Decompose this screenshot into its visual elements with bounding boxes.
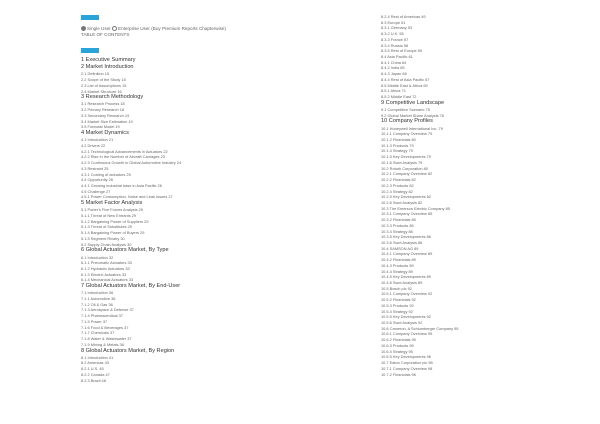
toc-entry[interactable]: 8.5 Middle East & Africa 69 xyxy=(381,82,428,88)
toc-entry[interactable]: 10.3 The Emerson Electric Company 85 xyxy=(381,205,450,211)
toc-entry[interactable]: 6.1.4 Mechanical Actuators 33 xyxy=(81,277,134,283)
toc-entry[interactable]: 7.1.6 Food & Beverages 37 xyxy=(81,324,129,330)
toc-chapter-heading[interactable]: 7 Global Actuators Market, By End-User xyxy=(81,283,181,290)
toc-entry[interactable]: 8.2.3 Brazil 48 xyxy=(81,377,106,383)
toc-entry[interactable]: 4.2 Drivers 22 xyxy=(81,142,106,148)
toc-entry[interactable]: 4.4 Opportunity 26 xyxy=(81,177,114,183)
toc-entry[interactable]: 6.1.2 Hydraulic Actuators 33 xyxy=(81,265,130,271)
toc-entry[interactable]: 8.3.1 Germany 53 xyxy=(381,25,413,31)
toc-entry[interactable]: 8.2.1 U.S. 45 xyxy=(81,366,104,372)
toc-left-column xyxy=(81,57,181,383)
toc-entry[interactable]: 10.7.2 Financials 98 xyxy=(381,371,416,377)
toc-entry[interactable]: 10.5.6 Swot Analysis 92 xyxy=(381,320,423,326)
toc-right-column xyxy=(381,14,458,377)
toc-entry[interactable]: 2.3 List of Assumptions 15 xyxy=(81,82,127,88)
toc-entry[interactable]: 6.1.1 Pneumatic Actuators 33 xyxy=(81,260,132,266)
toc-entry[interactable]: 10.3.1 Company Overview 85 xyxy=(381,211,433,217)
toc-entry[interactable]: 4.3.1 Costing of actuators 25 xyxy=(81,171,131,177)
toc-entry[interactable]: 3.1 Research Process 18 xyxy=(81,101,125,107)
toc-entry[interactable]: 8.3.4 Russia 58 xyxy=(381,42,409,48)
toc-entry[interactable]: 10.6.3 Products 95 xyxy=(381,342,414,348)
toc-entry[interactable]: 4.4.1 Growing industrial base in Asia Pacific 26 xyxy=(81,182,162,188)
toc-chapter-heading[interactable]: 9 Competitive Landscape xyxy=(381,99,445,106)
toc-entry[interactable]: 8.4 Asia Pacific 61 xyxy=(381,54,413,60)
toc-entry[interactable]: 10.6 Cameron, A Schlumberger Company 95 xyxy=(381,325,459,331)
single-user-radio[interactable] xyxy=(81,26,86,31)
toc-entry[interactable]: 10.3.3 Products 85 xyxy=(381,222,414,228)
toc-entry[interactable]: 10.3.4 Strategy 86 xyxy=(381,228,413,234)
toc-entry[interactable]: 10.2.2 Financials 82 xyxy=(381,177,416,183)
toc-entry[interactable]: 7.1.8 Water & Wastewater 37 xyxy=(81,336,132,342)
toc-entry[interactable]: 7.1.5 Power 37 xyxy=(81,318,108,324)
toc-entry[interactable]: 10.4.5 Key Developments 89 xyxy=(381,274,431,280)
toc-entry[interactable]: 6.1 Introduction 32 xyxy=(81,254,114,260)
toc-entry[interactable]: 8.5.1 Africa 71 xyxy=(381,88,406,94)
toc-entry[interactable]: 2.2 Scope of the Study 15 xyxy=(81,77,126,83)
toc-entry[interactable]: 10.2.1 Company Overview 82 xyxy=(381,171,433,177)
toc-entry[interactable]: 10.2.5 Key Developments 82 xyxy=(381,194,431,200)
toc-entry[interactable]: 8.4.2 India 65 xyxy=(381,65,405,71)
toc-entry[interactable]: 10.2.3 Products 82 xyxy=(381,182,414,188)
toc-entry[interactable]: 10.6.2 Financials 95 xyxy=(381,337,416,343)
toc-chapter-heading[interactable]: 2 Market Introduction xyxy=(81,64,134,71)
section-marker-top xyxy=(81,15,99,20)
toc-entry[interactable]: 8.3.2 U.K. 55 xyxy=(381,31,404,37)
toc-entry[interactable]: 10.2.6 Swot Analysis 82 xyxy=(381,199,423,205)
toc-entry[interactable]: 8.3.3 France 57 xyxy=(381,36,409,42)
toc-chapter-heading[interactable]: 10 Company Profiles xyxy=(381,118,433,125)
toc-entry[interactable]: 4.2.3 Continuous Growth in Global Automotive Industry 24 xyxy=(81,160,182,166)
toc-entry[interactable]: 5.1.5 Segment Rivalry 30 xyxy=(81,235,125,241)
toc-entry[interactable]: 10.7 Eaton Corporation plc 98 xyxy=(381,360,433,366)
toc-entry[interactable]: 3.4 Market Size Estimation 19 xyxy=(81,118,133,124)
toc-entry[interactable]: 5.2 Supply Chain Analysis 30 xyxy=(81,241,132,247)
toc-entry[interactable]: 10.5.4 Strategy 92 xyxy=(381,308,413,314)
toc-entry[interactable]: 4.2.2 Rise in the Number of Aircraft Carriages 23 xyxy=(81,154,165,160)
toc-entry[interactable]: 10.5 Bosch plc 92 xyxy=(381,285,412,291)
toc-entry[interactable]: 10.5.1 Company Overview 92 xyxy=(381,291,433,297)
toc-entry[interactable]: 8.3 Europe 51 xyxy=(381,19,406,25)
toc-entry[interactable]: 8.3.5 Rest of Europe 59 xyxy=(381,48,423,54)
toc-entry[interactable]: 8.4.4 Rest of Asia Pacific 67 xyxy=(381,76,430,82)
toc-entry[interactable]: 4.5 Challenge 27 xyxy=(81,188,111,194)
toc-entry[interactable]: 4.1 Introduction 21 xyxy=(81,137,114,143)
toc-entry[interactable]: 4.5.1 Power Consumption, Noise and Leak Issues 27 xyxy=(81,194,173,200)
toc-entry[interactable]: 10.3.2 Financials 85 xyxy=(381,217,416,223)
enterprise-user-label: Enterprise User (Buy Premium Reports Chapterwise) xyxy=(118,26,227,31)
toc-title: TABLE OF CONTENTS xyxy=(81,32,130,37)
single-user-label: Single User xyxy=(87,26,111,31)
toc-entry[interactable]: 5.1.4 Bargaining Power of Buyers 29 xyxy=(81,230,145,236)
toc-entry[interactable]: 10.2 Rotork Corporation 80 xyxy=(381,165,428,171)
toc-entry[interactable]: 10.2.4 Strategy 82 xyxy=(381,188,413,194)
toc-chapter-heading[interactable]: 8 Global Actuators Market, By Region xyxy=(81,347,175,354)
toc-entry[interactable]: 8.4.1 China 64 xyxy=(381,59,407,65)
toc-entry[interactable]: 10.5.2 Financials 92 xyxy=(381,297,416,303)
toc-entry[interactable]: 10.6.5 Key Developments 96 xyxy=(381,354,431,360)
toc-entry[interactable]: 2.4 Market Structure 16 xyxy=(81,88,122,94)
toc-entry[interactable]: 10.4.3 Products 89 xyxy=(381,262,414,268)
toc-entry[interactable]: 10.7.1 Company Overview 98 xyxy=(381,365,433,371)
toc-entry[interactable]: 10.1.2 Financials 80 xyxy=(381,137,416,143)
toc-entry[interactable]: 10.1 Honeywell International Inc. 79 xyxy=(381,125,443,131)
enterprise-user-radio[interactable] xyxy=(112,26,117,31)
toc-entry[interactable]: 10.1.1 Company Overview 79 xyxy=(381,131,433,137)
toc-entry[interactable]: 10.4.4 Strategy 89 xyxy=(381,268,413,274)
toc-chapter-heading[interactable]: 1 Executive Summary xyxy=(81,57,136,63)
toc-entry[interactable]: 8.2.2 Canada 47 xyxy=(81,371,110,377)
toc-entry[interactable]: 7.1.2 Oil & Gas 36 xyxy=(81,301,113,307)
toc-entry[interactable]: 10.3.6 Swot Analysis 86 xyxy=(381,239,423,245)
toc-entry[interactable]: 5.1.2 Bargaining Power of Suppliers 29 xyxy=(81,218,149,224)
toc-entry[interactable]: 8.4.3 Japan 66 xyxy=(381,71,407,77)
toc-entry[interactable]: 7.1.3 Aerospace & Defense 37 xyxy=(81,307,134,313)
toc-entry[interactable]: 2.1 Definition 15 xyxy=(81,71,110,77)
toc-entry[interactable]: 10.5.3 Products 92 xyxy=(381,302,414,308)
toc-entry[interactable]: 7.1.7 Chemicals 37 xyxy=(81,330,115,336)
toc-entry[interactable]: 7.1.4 Pharmaceutical 37 xyxy=(81,313,123,319)
toc-chapter-heading[interactable]: 4 Market Dynamics xyxy=(81,130,129,137)
toc-entry[interactable]: 8.5.2 Middle East 72 xyxy=(381,94,417,100)
toc-entry[interactable]: 5.1.1 Threat of New Entrants 29 xyxy=(81,213,137,219)
toc-entry[interactable]: 3.5 Forecast Model 19 xyxy=(81,124,120,130)
toc-entry[interactable]: 4.3 Restraint 25 xyxy=(81,165,109,171)
toc-entry[interactable]: 10.4.6 Swot Analysis 89 xyxy=(381,280,423,285)
toc-entry[interactable]: 10.3.5 Key Developments 86 xyxy=(381,234,431,240)
toc-entry[interactable]: 8.2.4 Rest of Americas 49 xyxy=(381,14,426,19)
toc-entry[interactable]: 7.1 Introduction 36 xyxy=(81,290,114,296)
toc-entry[interactable]: 10.4.2 Financials 89 xyxy=(381,257,416,263)
toc-entry[interactable]: 5.1.3 Threat of Substitutes 29 xyxy=(81,224,132,230)
toc-entry[interactable]: 10.1.5 Key Developments 79 xyxy=(381,154,431,160)
toc-entry[interactable]: 3.3 Secondary Research 19 xyxy=(81,112,130,118)
toc-entry[interactable]: 10.4.1 Company Overview 89 xyxy=(381,251,433,257)
toc-chapter-heading[interactable]: 3 Research Methodology xyxy=(81,94,144,101)
toc-entry[interactable]: 10.1.3 Products 79 xyxy=(381,142,414,148)
toc-entry[interactable]: 7.1.1 Automotive 36 xyxy=(81,296,116,302)
toc-entry[interactable]: 9.2 Global Market Share Analysis 76 xyxy=(381,112,444,118)
toc-entry[interactable]: 7.1.9 Mining & Metals 38 xyxy=(81,341,124,347)
toc-entry[interactable]: 10.4 SAMSON AG 89 xyxy=(381,245,419,251)
section-marker-toc xyxy=(81,48,99,53)
toc-entry[interactable]: 10.1.4 Strategy 79 xyxy=(381,148,413,154)
toc-entry[interactable]: 5.1 Porter's Five Forces Analysis 29 xyxy=(81,207,143,213)
toc-entry[interactable]: 9.1 Competitive Scenario 75 xyxy=(381,106,430,112)
toc-entry[interactable]: 10.6.1 Company Overview 95 xyxy=(381,331,433,337)
toc-entry[interactable]: 3.2 Primary Research 18 xyxy=(81,107,125,113)
toc-entry[interactable]: 10.1.6 Swot Analysis 79 xyxy=(381,159,423,165)
toc-entry[interactable]: 8.2 Americas 43 xyxy=(81,360,109,366)
toc-entry[interactable]: 8.1 Introduction 41 xyxy=(81,354,114,360)
toc-chapter-heading[interactable]: 6 Global Actuators Market, By Type xyxy=(81,247,169,254)
toc-entry[interactable]: 4.2.1 Technological Advancements in Actuators 22 xyxy=(81,148,168,154)
toc-entry[interactable]: 10.6.4 Strategy 95 xyxy=(381,348,413,354)
toc-entry[interactable]: 10.5.5 Key Developments 92 xyxy=(381,314,431,320)
toc-entry[interactable]: 6.1.3 Electric Actuators 33 xyxy=(81,271,127,277)
toc-chapter-heading[interactable]: 5 Market Factor Analysis xyxy=(81,200,143,207)
